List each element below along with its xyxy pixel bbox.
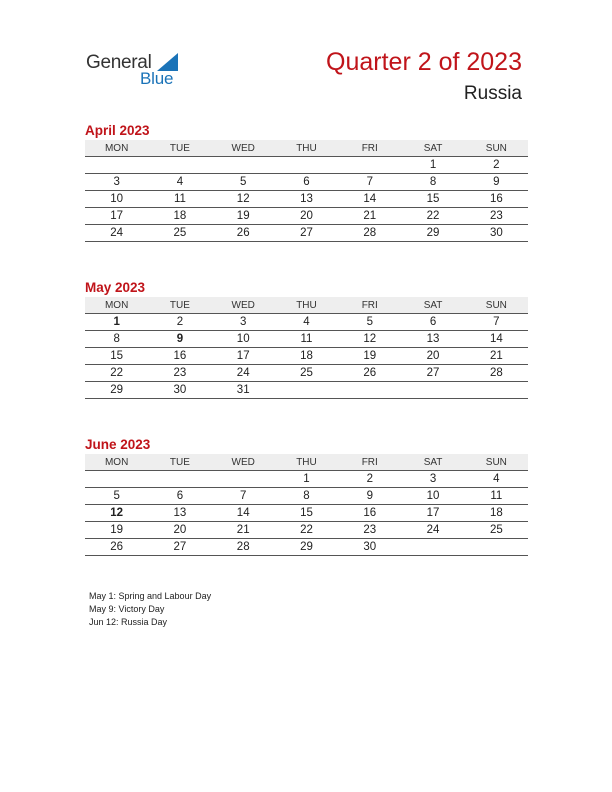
logo-general-text: General <box>86 52 152 73</box>
week-row <box>85 471 528 488</box>
day-cell: 21 <box>338 208 401 225</box>
day-cell: 19 <box>85 522 148 539</box>
empty-day-cell <box>401 382 464 399</box>
empty-day-cell <box>338 157 401 174</box>
day-cell: 10 <box>212 331 275 348</box>
day-cell: 27 <box>275 225 338 242</box>
day-cell: 4 <box>275 314 338 331</box>
holiday-day-cell: 1 <box>85 314 148 331</box>
holiday-notes <box>89 590 211 629</box>
day-cell: 22 <box>85 365 148 382</box>
day-cell: 26 <box>338 365 401 382</box>
empty-day-cell <box>85 471 148 488</box>
day-cell: 28 <box>212 539 275 556</box>
day-cell: 9 <box>338 488 401 505</box>
week-row <box>85 331 528 348</box>
day-cell: 30 <box>465 225 528 242</box>
day-cell: 14 <box>212 505 275 522</box>
weekday-header: MON <box>85 454 148 471</box>
day-cell: 12 <box>212 191 275 208</box>
day-cell: 7 <box>212 488 275 505</box>
day-cell: 11 <box>465 488 528 505</box>
day-cell: 19 <box>212 208 275 225</box>
empty-day-cell <box>275 157 338 174</box>
week-row <box>85 522 528 539</box>
calendar-table <box>85 454 528 556</box>
day-cell: 29 <box>401 225 464 242</box>
day-cell: 1 <box>275 471 338 488</box>
empty-day-cell <box>148 471 211 488</box>
empty-day-cell <box>338 382 401 399</box>
day-cell: 21 <box>212 522 275 539</box>
day-cell: 25 <box>148 225 211 242</box>
weekday-header: SAT <box>401 454 464 471</box>
day-cell: 24 <box>85 225 148 242</box>
weekday-header: TUE <box>148 140 211 157</box>
empty-day-cell <box>465 382 528 399</box>
day-cell: 13 <box>401 331 464 348</box>
day-cell: 14 <box>338 191 401 208</box>
holiday-day-cell: 9 <box>148 331 211 348</box>
day-cell: 29 <box>275 539 338 556</box>
day-cell: 13 <box>148 505 211 522</box>
weekday-header: FRI <box>338 140 401 157</box>
day-cell: 7 <box>465 314 528 331</box>
day-cell: 27 <box>401 365 464 382</box>
calendar-table <box>85 140 528 242</box>
empty-day-cell <box>401 539 464 556</box>
day-cell: 6 <box>275 174 338 191</box>
day-cell: 24 <box>401 522 464 539</box>
holiday-note: Jun 12: Russia Day <box>89 617 168 627</box>
week-row <box>85 365 528 382</box>
day-cell: 17 <box>212 348 275 365</box>
weekday-header: WED <box>212 140 275 157</box>
weekday-header: SAT <box>401 297 464 314</box>
weekday-header: SUN <box>465 140 528 157</box>
day-cell: 17 <box>85 208 148 225</box>
holiday-note: May 9: Victory Day <box>89 604 165 614</box>
day-cell: 23 <box>148 365 211 382</box>
week-row <box>85 314 528 331</box>
day-cell: 28 <box>338 225 401 242</box>
generalblue-logo <box>86 50 196 90</box>
weekday-header: TUE <box>148 297 211 314</box>
weekday-header: TUE <box>148 454 211 471</box>
day-cell: 3 <box>401 471 464 488</box>
day-cell: 1 <box>401 157 464 174</box>
day-cell: 6 <box>148 488 211 505</box>
day-cell: 2 <box>148 314 211 331</box>
day-cell: 4 <box>148 174 211 191</box>
weekday-header: WED <box>212 454 275 471</box>
day-cell: 28 <box>465 365 528 382</box>
day-cell: 13 <box>275 191 338 208</box>
day-cell: 5 <box>85 488 148 505</box>
day-cell: 24 <box>212 365 275 382</box>
month-title: June 2023 <box>85 437 151 452</box>
day-cell: 23 <box>465 208 528 225</box>
calendar-table <box>85 297 528 399</box>
day-cell: 20 <box>148 522 211 539</box>
day-cell: 15 <box>401 191 464 208</box>
day-cell: 22 <box>275 522 338 539</box>
day-cell: 17 <box>401 505 464 522</box>
day-cell: 14 <box>465 331 528 348</box>
week-row <box>85 505 528 522</box>
day-cell: 7 <box>338 174 401 191</box>
day-cell: 3 <box>212 314 275 331</box>
day-cell: 10 <box>85 191 148 208</box>
day-cell: 19 <box>338 348 401 365</box>
weekday-header: THU <box>275 454 338 471</box>
week-row <box>85 488 528 505</box>
day-cell: 20 <box>401 348 464 365</box>
weekday-header: SUN <box>465 454 528 471</box>
day-cell: 11 <box>148 191 211 208</box>
day-cell: 30 <box>148 382 211 399</box>
empty-day-cell <box>85 157 148 174</box>
weekday-header-row <box>85 297 528 314</box>
day-cell: 5 <box>338 314 401 331</box>
empty-day-cell <box>275 382 338 399</box>
day-cell: 5 <box>212 174 275 191</box>
day-cell: 15 <box>275 505 338 522</box>
month-block-april <box>85 122 528 242</box>
weekday-header: WED <box>212 297 275 314</box>
weekday-header: THU <box>275 297 338 314</box>
day-cell: 29 <box>85 382 148 399</box>
weekday-header: MON <box>85 140 148 157</box>
week-row <box>85 382 528 399</box>
day-cell: 25 <box>465 522 528 539</box>
week-row <box>85 191 528 208</box>
day-cell: 25 <box>275 365 338 382</box>
day-cell: 15 <box>85 348 148 365</box>
day-cell: 3 <box>85 174 148 191</box>
empty-day-cell <box>465 539 528 556</box>
weekday-header: FRI <box>338 297 401 314</box>
page-title: Quarter 2 of 2023 <box>326 48 522 76</box>
week-row <box>85 225 528 242</box>
day-cell: 4 <box>465 471 528 488</box>
day-cell: 12 <box>338 331 401 348</box>
day-cell: 23 <box>338 522 401 539</box>
logo-blue-text: Blue <box>140 69 174 88</box>
day-cell: 26 <box>212 225 275 242</box>
day-cell: 2 <box>465 157 528 174</box>
holiday-day-cell: 12 <box>85 505 148 522</box>
day-cell: 11 <box>275 331 338 348</box>
day-cell: 16 <box>338 505 401 522</box>
day-cell: 8 <box>275 488 338 505</box>
day-cell: 22 <box>401 208 464 225</box>
week-row <box>85 208 528 225</box>
week-row <box>85 157 528 174</box>
holiday-note: May 1: Spring and Labour Day <box>89 591 212 601</box>
country-name: Russia <box>463 83 522 104</box>
empty-day-cell <box>212 157 275 174</box>
weekday-header: SUN <box>465 297 528 314</box>
month-block-june <box>85 436 528 556</box>
day-cell: 30 <box>338 539 401 556</box>
month-block-may <box>85 279 528 399</box>
weekday-header-row <box>85 140 528 157</box>
day-cell: 21 <box>465 348 528 365</box>
day-cell: 16 <box>465 191 528 208</box>
weekday-header: SAT <box>401 140 464 157</box>
day-cell: 18 <box>465 505 528 522</box>
day-cell: 10 <box>401 488 464 505</box>
day-cell: 8 <box>401 174 464 191</box>
day-cell: 27 <box>148 539 211 556</box>
day-cell: 18 <box>275 348 338 365</box>
day-cell: 8 <box>85 331 148 348</box>
day-cell: 2 <box>338 471 401 488</box>
month-title: April 2023 <box>85 123 150 138</box>
weekday-header-row <box>85 454 528 471</box>
week-row <box>85 539 528 556</box>
week-row <box>85 348 528 365</box>
week-row <box>85 174 528 191</box>
day-cell: 18 <box>148 208 211 225</box>
weekday-header: THU <box>275 140 338 157</box>
day-cell: 16 <box>148 348 211 365</box>
day-cell: 20 <box>275 208 338 225</box>
weekday-header: FRI <box>338 454 401 471</box>
day-cell: 26 <box>85 539 148 556</box>
empty-day-cell <box>212 471 275 488</box>
day-cell: 31 <box>212 382 275 399</box>
empty-day-cell <box>148 157 211 174</box>
month-title: May 2023 <box>85 280 146 295</box>
day-cell: 9 <box>465 174 528 191</box>
weekday-header: MON <box>85 297 148 314</box>
day-cell: 6 <box>401 314 464 331</box>
